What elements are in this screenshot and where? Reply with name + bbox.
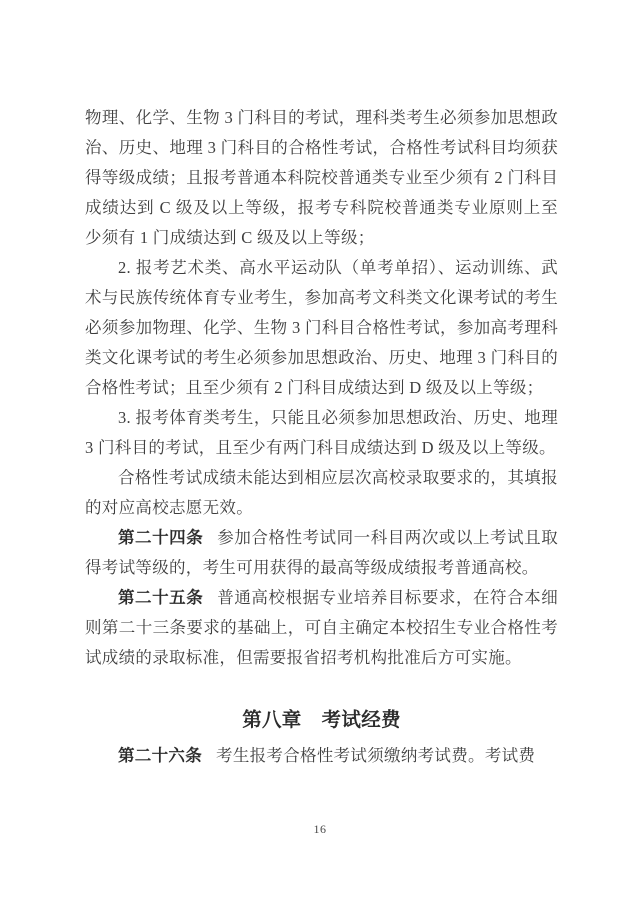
article-26-label: 第二十六条 [118,746,202,765]
chapter-heading [85,706,558,736]
chapter-number: 第八章 [242,710,302,731]
paragraph-text: 物理、化学、生物 3 门科目的考试，理科类考生必须参加思想政治、历史、地理 3 门科目的合格性考试，合格性考试科目均须获得等级成绩；且报考普通本科院校普通类专业至少须有 2 门科目成绩达到 C 级及以上等级，报考专科院校普通类专业原则上至少须有 1 门成绩达到 C 级及以上等级； [85,108,558,247]
article-25-label: 第二十五条 [118,588,204,607]
page-number: 16 [313,822,327,836]
document-body [85,103,558,771]
paragraph-list-item-2 [85,253,558,403]
paragraph-article-26 [85,741,558,771]
paragraph-text: 参加合格性考试同一科目两次或以上考试且取得考试等级的，考生可用获得的最高等级成绩报考普通高校。 [85,528,559,577]
paragraph-text: 考生报考合格性考试须缴纳考试费。考试费 [216,746,536,765]
article-24-label: 第二十四条 [118,528,204,547]
paragraph-continuation [85,103,558,253]
paragraph-text: 2. 报考艺术类、高水平运动队（单考单招）、运动训练、武术与民族传统体育专业考生，参加高考文科类文化课考试的考生必须参加物理、化学、生物 3 门科目合格性考试，参加高考理科类文化课考试的考生必须参加思想政治、历史、地理 3 门科目的合格性考试；且至少须有 2 门科目成绩达到 D 级及以上等级； [85,258,558,397]
paragraph-text: 合格性考试成绩未能达到相应层次高校录取要求的，其填报的对应高校志愿无效。 [85,468,558,517]
paragraph-list-item-3 [85,403,558,463]
paragraph-invalid-preference-note [85,463,558,523]
paragraph-text: 3. 报考体育类考生，只能且必须参加思想政治、历史、地理 3 门科目的考试，且至少有两门科目成绩达到 D 级及以上等级。 [85,408,558,457]
paragraph-article-24 [85,523,558,583]
chapter-title: 考试经费 [321,710,401,731]
paragraph-article-25 [85,583,558,673]
paragraph-text: 普通高校根据专业培养目标要求，在符合本细则第二十三条要求的基础上，可自主确定本校招生专业合格性考试成绩的录取标准，但需要报省招考机构批准后方可实施。 [85,588,559,667]
